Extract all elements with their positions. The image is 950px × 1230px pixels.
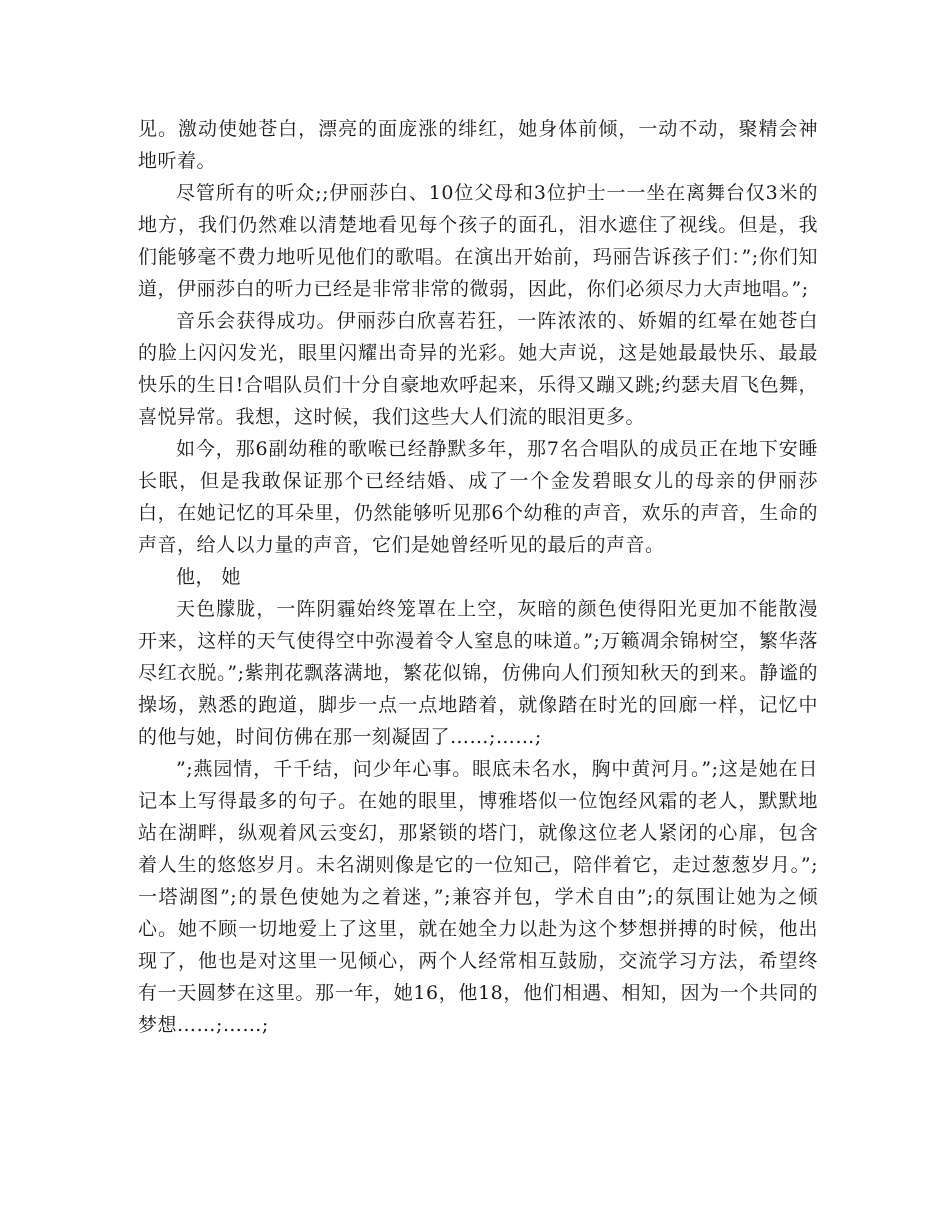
section-heading: 他， 她 (176, 566, 242, 588)
paragraph: 尽管所有的听众;;伊丽莎白、10位父母和3位护士一一坐在离舞台仅3米的地方，我们仍然难以清楚地看见每个孩子的面孔，泪水遮住了视线。但是，我们能够毫不费力地听见他们的歌唱。在演出开始前，玛丽告诉孩子们：”;你们知道，伊丽莎白的听力已经是非常非常的微弱，因此，你们必须尽力大声地唱。”; (138, 182, 818, 300)
paragraph: ”;燕园情，千千结，问少年心事。眼底未名水，胸中黄河月。”;这是她在日记本上写得最多的句子。在她的眼里，博雅塔似一位饱经风霜的老人，默默地站在湖畔，纵观着风云变幻，那紧锁的塔门，就像这位老人紧闭的心扉，包含着人生的悠悠岁月。未名湖则像是它的一位知己，陪伴着它，走过葱葱岁月。”;一塔湖图”;的景色使她为之着迷，”;兼容并包，学术自由”;的氛围让她为之倾心。她不顾一切地爱上了这里，就在她全力以赴为这个梦想拼搏的时候，他出现了，他也是对这里一见倾心，两个人经常相互鼓励，交流学习方法，希望终有一天圆梦在这里。那一年，她16，他18，他们相遇、相知，因为一个共同的梦想……;……; (138, 758, 818, 1036)
paragraph-continued: 见。激动使她苍白，漂亮的面庞涨的绯红，她身体前倾，一动不动，聚精会神地听着。 (138, 118, 818, 172)
paragraph: 天色朦胧，一阵阴霾始终笼罩在上空，灰暗的颜色使得阳光更加不能散漫开来，这样的天气使得空中弥漫着令人窒息的味道。”;万籁凋余锦树空，繁华落尽红衣脱。”;紫荆花飘落满地，繁花似锦，仿佛向人们预知秋天的到来。静谧的操场，熟悉的跑道，脚步一点一点地踏着，就像踏在时光的回廊一样，记忆中的他与她，时间仿佛在那一刻凝固了……;……; (138, 598, 818, 748)
paragraph: 如今，那6副幼稚的歌喉已经静默多年，那7名合唱队的成员正在地下安睡长眠，但是我敢保证那个已经结婚、成了一个金发碧眼女儿的母亲的伊丽莎白，在她记忆的耳朵里，仍然能够听见那6个幼稚的声音，欢乐的声音，生命的声音，给人以力量的声音，它们是她曾经听见的最后的声音。 (138, 438, 818, 556)
document-page (138, 113, 818, 1041)
paragraph: 音乐会获得成功。伊丽莎白欣喜若狂，一阵浓浓的、娇媚的红晕在她苍白的脸上闪闪发光，眼里闪耀出奇异的光彩。她大声说，这是她最最快乐、最最快乐的生日!合唱队员们十分自豪地欢呼起来，乐得又蹦又跳;约瑟夫眉飞色舞，喜悦异常。我想，这时候，我们这些大人们流的眼泪更多。 (138, 310, 818, 428)
